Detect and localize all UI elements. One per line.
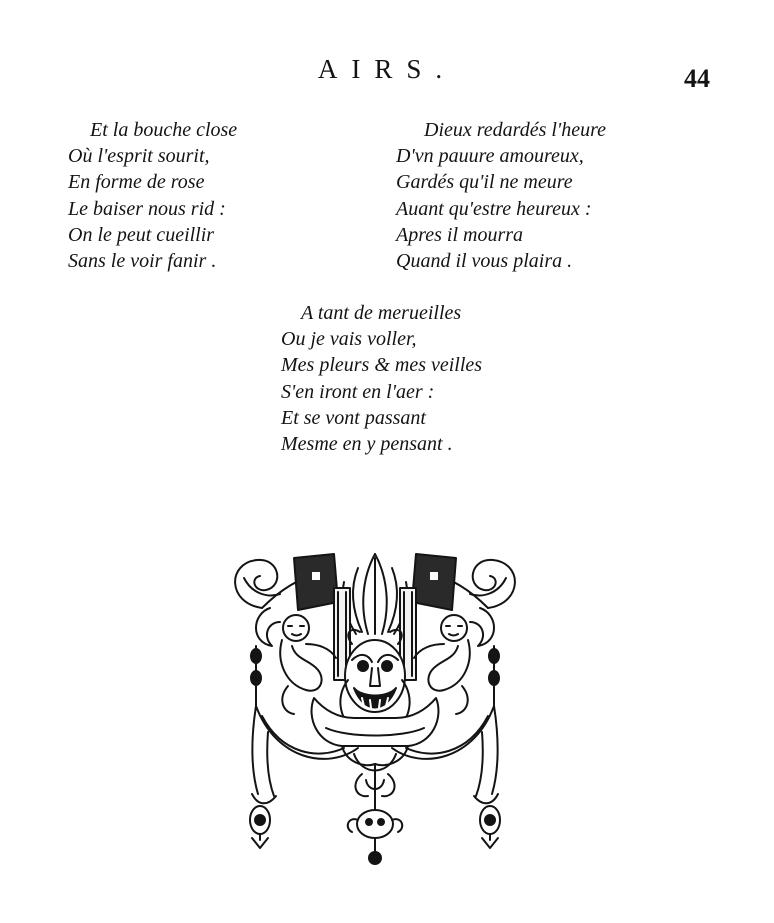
verse-line: Quand il vous plaira . [396,250,573,273]
verse-line: Gardés qu'il ne meure [396,171,573,194]
verse-line: Apres il mourra [396,223,524,246]
verse-line: Ou je vais voller, [281,328,417,351]
grotesque-mask-ornament-icon [222,548,528,870]
verse-line: Auant qu'estre heureux : [396,197,592,220]
verse-line: Mes pleurs & mes veilles [281,354,483,377]
verse-line: A tant de merueilles [301,302,462,324]
page-number: 44 [684,64,710,93]
verse-line: Dieux redardés l'heure [424,119,607,141]
verse-line: D'vn pauure amoureux, [396,145,584,168]
stanza-center [281,300,482,457]
verse-line: Sans le voir fanir . [68,250,217,273]
verse-line: Et la bouche close [90,119,238,141]
verse-line: Le baiser nous rid : [68,197,226,220]
verse-line: Mesme en y pensant . [281,433,453,456]
running-title: AIRS. [317,54,457,84]
verse-line: On le peut cueillir [68,223,215,246]
verse-line: Où l'esprit sourit, [68,145,210,168]
stanza-right [396,117,606,274]
stanza-left [68,117,237,274]
verse-line: S'en iront en l'aer : [281,380,435,403]
verse-line: En forme de rose [68,171,205,194]
verse-line: Et se vont passant [281,406,426,429]
